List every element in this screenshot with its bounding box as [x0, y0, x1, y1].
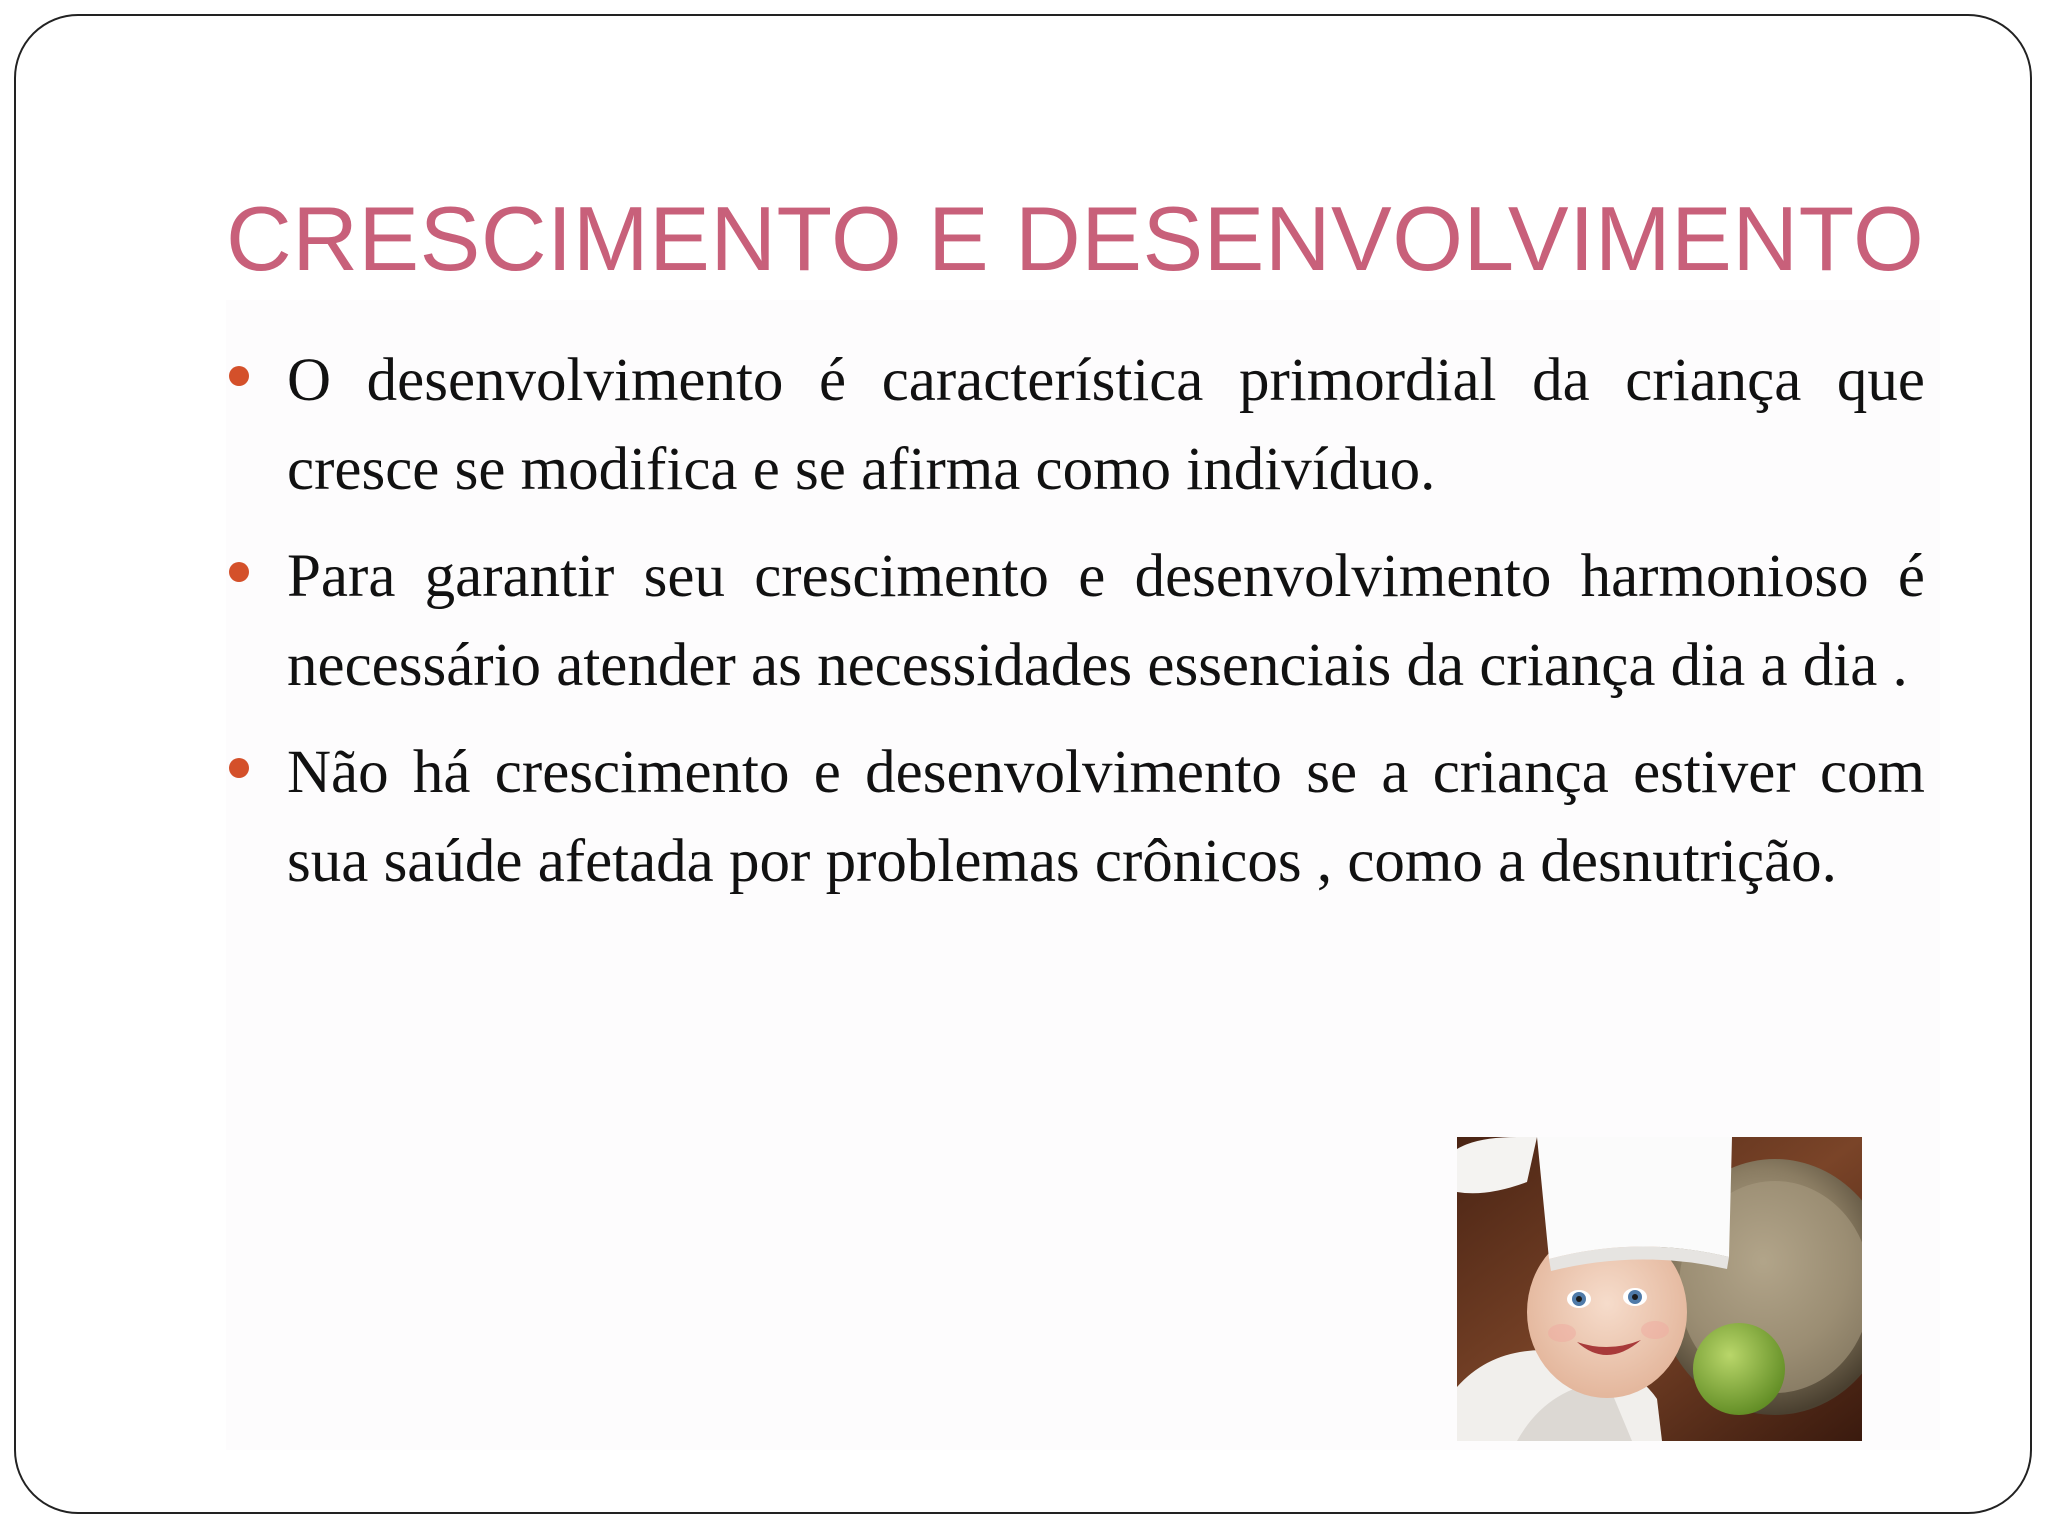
bullet-item — [287, 728, 1925, 906]
bullet-dot-icon — [229, 366, 249, 386]
bullet-text: Não há crescimento e desenvolvimento se a criança estiver com sua saúde afetada por problemas crônicos , como a desnutrição. — [287, 739, 1925, 895]
bullet-text: O desenvolvimento é característica primordial da criança que cresce se modifica e se afirma como indivíduo. — [287, 347, 1925, 503]
slide-title: CRESCIMENTO E DESENVOLVIMENTO — [226, 189, 1925, 290]
bullet-dot-icon — [229, 758, 249, 778]
bullet-item — [287, 336, 1925, 514]
bullet-item — [287, 532, 1925, 710]
bullet-dot-icon — [229, 562, 249, 582]
bullet-text: Para garantir seu crescimento e desenvolvimento harmonioso é necessário atender as necessidades essenciais da criança dia a dia . — [287, 543, 1925, 699]
bullet-list — [287, 336, 1925, 924]
child-chef-photo — [1457, 1137, 1862, 1441]
